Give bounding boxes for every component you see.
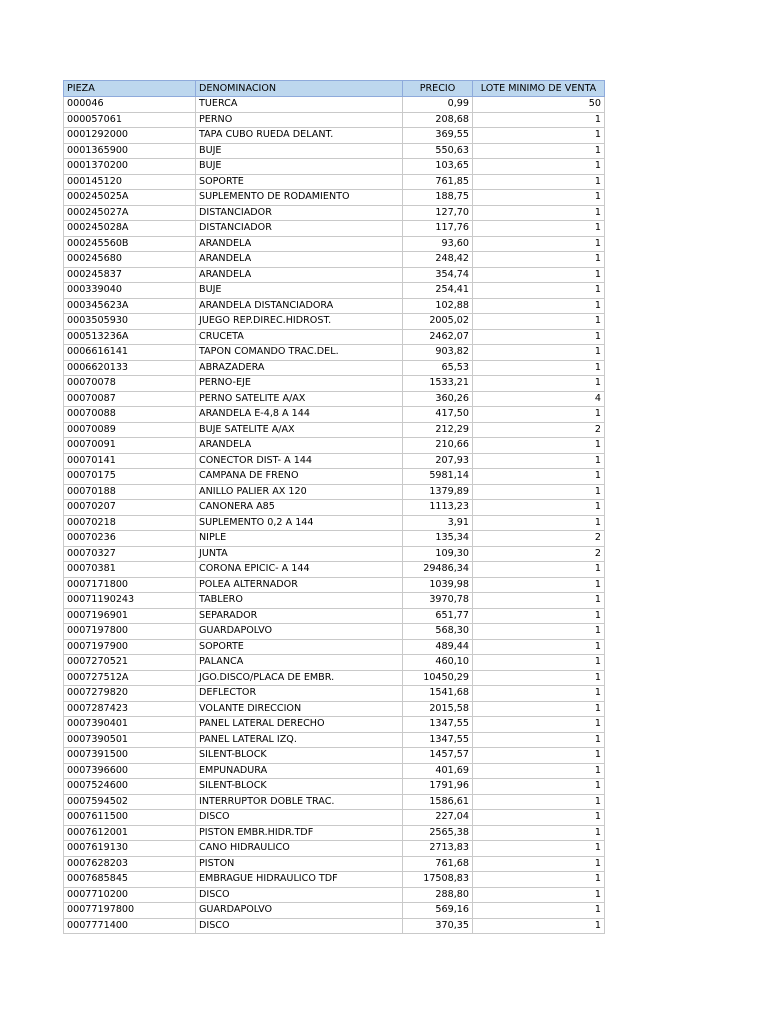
denominacion-cell: DISCO <box>196 918 403 934</box>
precio-cell: 761,68 <box>403 856 473 872</box>
lote-cell: 1 <box>473 469 605 485</box>
lote-cell: 1 <box>473 624 605 640</box>
pieza-cell: 000245025A <box>64 190 196 206</box>
table-row <box>64 670 605 686</box>
pieza-cell: 000245027A <box>64 205 196 221</box>
table-row <box>64 887 605 903</box>
lote-cell: 1 <box>473 608 605 624</box>
table-row <box>64 577 605 593</box>
lote-cell: 1 <box>473 515 605 531</box>
precio-cell: 1791,96 <box>403 779 473 795</box>
lote-cell: 1 <box>473 655 605 671</box>
pieza-cell: 0001370200 <box>64 159 196 175</box>
precio-cell: 1039,98 <box>403 577 473 593</box>
pieza-cell: 00070381 <box>64 562 196 578</box>
header-denominacion: DENOMINACION <box>196 81 403 97</box>
precio-cell: 207,93 <box>403 453 473 469</box>
precio-cell: 2015,58 <box>403 701 473 717</box>
denominacion-cell: CONECTOR DIST- A 144 <box>196 453 403 469</box>
denominacion-cell: DEFLECTOR <box>196 686 403 702</box>
precio-cell: 1457,57 <box>403 748 473 764</box>
lote-cell: 1 <box>473 453 605 469</box>
precio-cell: 288,80 <box>403 887 473 903</box>
precio-cell: 103,65 <box>403 159 473 175</box>
lote-cell: 1 <box>473 143 605 159</box>
table-row <box>64 97 605 113</box>
denominacion-cell: SUPLEMENTO 0,2 A 144 <box>196 515 403 531</box>
precio-cell: 3970,78 <box>403 593 473 609</box>
pieza-cell: 000245560B <box>64 236 196 252</box>
pieza-cell: 0007685845 <box>64 872 196 888</box>
lote-cell: 1 <box>473 314 605 330</box>
table-row <box>64 174 605 190</box>
lote-cell: 1 <box>473 252 605 268</box>
precio-cell: 1379,89 <box>403 484 473 500</box>
denominacion-cell: PERNO-EJE <box>196 376 403 392</box>
precio-cell: 489,44 <box>403 639 473 655</box>
table-row <box>64 794 605 810</box>
lote-cell: 1 <box>473 903 605 919</box>
table-row <box>64 298 605 314</box>
precio-cell: 2462,07 <box>403 329 473 345</box>
precio-cell: 127,70 <box>403 205 473 221</box>
lote-cell: 1 <box>473 794 605 810</box>
denominacion-cell: TAPA CUBO RUEDA DELANT. <box>196 128 403 144</box>
table-row <box>64 236 605 252</box>
precio-cell: 0,99 <box>403 97 473 113</box>
pieza-cell: 0007396600 <box>64 763 196 779</box>
pieza-cell: 0007594502 <box>64 794 196 810</box>
denominacion-cell: SILENT-BLOCK <box>196 748 403 764</box>
pieza-cell: 00077197800 <box>64 903 196 919</box>
table-row <box>64 128 605 144</box>
lote-cell: 1 <box>473 686 605 702</box>
denominacion-cell: EMBRAGUE HIDRAULICO TDF <box>196 872 403 888</box>
denominacion-cell: DISTANCIADOR <box>196 221 403 237</box>
lote-cell: 1 <box>473 593 605 609</box>
denominacion-cell: PERNO SATELITE A/AX <box>196 391 403 407</box>
precio-cell: 3,91 <box>403 515 473 531</box>
table-row <box>64 422 605 438</box>
denominacion-cell: SILENT-BLOCK <box>196 779 403 795</box>
denominacion-cell: DISCO <box>196 887 403 903</box>
precio-cell: 227,04 <box>403 810 473 826</box>
precio-cell: 248,42 <box>403 252 473 268</box>
table-row <box>64 717 605 733</box>
pieza-cell: 0007390401 <box>64 717 196 733</box>
lote-cell: 1 <box>473 825 605 841</box>
precio-cell: 10450,29 <box>403 670 473 686</box>
lote-cell: 2 <box>473 531 605 547</box>
denominacion-cell: PALANCA <box>196 655 403 671</box>
pieza-cell: 0006616141 <box>64 345 196 361</box>
precio-cell: 1541,68 <box>403 686 473 702</box>
pieza-cell: 0007611500 <box>64 810 196 826</box>
denominacion-cell: JGO.DISCO/PLACA DE EMBR. <box>196 670 403 686</box>
table-row <box>64 856 605 872</box>
lote-cell: 1 <box>473 190 605 206</box>
denominacion-cell: DISCO <box>196 810 403 826</box>
denominacion-cell: GUARDAPOLVO <box>196 624 403 640</box>
denominacion-cell: POLEA ALTERNADOR <box>196 577 403 593</box>
denominacion-cell: JUNTA <box>196 546 403 562</box>
table-row <box>64 438 605 454</box>
denominacion-cell: ARANDELA <box>196 252 403 268</box>
denominacion-cell: PANEL LATERAL IZQ. <box>196 732 403 748</box>
lote-cell: 1 <box>473 267 605 283</box>
lote-cell: 1 <box>473 779 605 795</box>
denominacion-cell: ANILLO PALIER AX 120 <box>196 484 403 500</box>
pieza-cell: 0007619130 <box>64 841 196 857</box>
table-row <box>64 190 605 206</box>
denominacion-cell: GUARDAPOLVO <box>196 903 403 919</box>
pieza-cell: 000339040 <box>64 283 196 299</box>
denominacion-cell: CRUCETA <box>196 329 403 345</box>
table-row <box>64 918 605 934</box>
pieza-cell: 00070091 <box>64 438 196 454</box>
precio-cell: 17508,83 <box>403 872 473 888</box>
pieza-cell: 0007270521 <box>64 655 196 671</box>
table-row <box>64 562 605 578</box>
lote-cell: 1 <box>473 407 605 423</box>
precio-cell: 568,30 <box>403 624 473 640</box>
table-row <box>64 825 605 841</box>
lote-cell: 1 <box>473 112 605 128</box>
table-header <box>64 81 605 97</box>
pieza-cell: 0007196901 <box>64 608 196 624</box>
denominacion-cell: SOPORTE <box>196 639 403 655</box>
denominacion-cell: SOPORTE <box>196 174 403 190</box>
precio-cell: 1533,21 <box>403 376 473 392</box>
table-row <box>64 593 605 609</box>
pieza-cell: 0007287423 <box>64 701 196 717</box>
denominacion-cell: PANEL LATERAL DERECHO <box>196 717 403 733</box>
pieza-cell: 0007524600 <box>64 779 196 795</box>
lote-cell: 1 <box>473 236 605 252</box>
lote-cell: 4 <box>473 391 605 407</box>
header-precio: PRECIO <box>403 81 473 97</box>
table-row <box>64 221 605 237</box>
lote-cell: 1 <box>473 670 605 686</box>
precio-cell: 460,10 <box>403 655 473 671</box>
lote-cell: 1 <box>473 484 605 500</box>
lote-cell: 1 <box>473 887 605 903</box>
table-row <box>64 655 605 671</box>
lote-cell: 1 <box>473 128 605 144</box>
table-row <box>64 329 605 345</box>
pieza-cell: 000245028A <box>64 221 196 237</box>
lote-cell: 1 <box>473 810 605 826</box>
lote-cell: 1 <box>473 918 605 934</box>
pieza-cell: 0006620133 <box>64 360 196 376</box>
table-row <box>64 872 605 888</box>
precio-cell: 903,82 <box>403 345 473 361</box>
table-row <box>64 376 605 392</box>
denominacion-cell: PISTON <box>196 856 403 872</box>
pieza-cell: 00070087 <box>64 391 196 407</box>
denominacion-cell: TAPON COMANDO TRAC.DEL. <box>196 345 403 361</box>
pieza-cell: 000513236A <box>64 329 196 345</box>
denominacion-cell: BUJE SATELITE A/AX <box>196 422 403 438</box>
pieza-cell: 00070175 <box>64 469 196 485</box>
lote-cell: 1 <box>473 329 605 345</box>
table-row <box>64 159 605 175</box>
denominacion-cell: BUJE <box>196 143 403 159</box>
lote-cell: 1 <box>473 841 605 857</box>
precio-cell: 2005,02 <box>403 314 473 330</box>
table-row <box>64 686 605 702</box>
table-row <box>64 841 605 857</box>
table-row <box>64 252 605 268</box>
lote-cell: 2 <box>473 546 605 562</box>
table-row <box>64 639 605 655</box>
table-row <box>64 624 605 640</box>
lote-cell: 1 <box>473 717 605 733</box>
pieza-cell: 000727512A <box>64 670 196 686</box>
precio-cell: 2565,38 <box>403 825 473 841</box>
denominacion-cell: PISTON EMBR.HIDR.TDF <box>196 825 403 841</box>
pieza-cell: 0007612001 <box>64 825 196 841</box>
precio-cell: 1347,55 <box>403 732 473 748</box>
denominacion-cell: VOLANTE DIRECCION <box>196 701 403 717</box>
lote-cell: 2 <box>473 422 605 438</box>
table-row <box>64 608 605 624</box>
denominacion-cell: ARANDELA DISTANCIADORA <box>196 298 403 314</box>
denominacion-cell: ARANDELA <box>196 438 403 454</box>
denominacion-cell: BUJE <box>196 159 403 175</box>
pieza-cell: 000345623A <box>64 298 196 314</box>
denominacion-cell: ABRAZADERA <box>196 360 403 376</box>
table-row <box>64 143 605 159</box>
lote-cell: 1 <box>473 577 605 593</box>
pieza-cell: 00070089 <box>64 422 196 438</box>
lote-cell: 1 <box>473 159 605 175</box>
precio-cell: 569,16 <box>403 903 473 919</box>
denominacion-cell: DISTANCIADOR <box>196 205 403 221</box>
lote-cell: 1 <box>473 345 605 361</box>
pieza-cell: 0007391500 <box>64 748 196 764</box>
lote-cell: 1 <box>473 732 605 748</box>
price-list-table <box>63 80 605 934</box>
pieza-cell: 0007279820 <box>64 686 196 702</box>
table-row <box>64 314 605 330</box>
pieza-cell: 00070207 <box>64 500 196 516</box>
pieza-cell: 0007197900 <box>64 639 196 655</box>
table-row <box>64 267 605 283</box>
table-row <box>64 732 605 748</box>
precio-cell: 2713,83 <box>403 841 473 857</box>
precio-cell: 102,88 <box>403 298 473 314</box>
denominacion-cell: TUERCA <box>196 97 403 113</box>
pieza-cell: 0007628203 <box>64 856 196 872</box>
lote-cell: 1 <box>473 500 605 516</box>
precio-cell: 360,26 <box>403 391 473 407</box>
table-row <box>64 701 605 717</box>
table-row <box>64 484 605 500</box>
lote-cell: 1 <box>473 438 605 454</box>
pieza-cell: 00071190243 <box>64 593 196 609</box>
denominacion-cell: BUJE <box>196 283 403 299</box>
pieza-cell: 00070188 <box>64 484 196 500</box>
pieza-cell: 00070236 <box>64 531 196 547</box>
table-row <box>64 469 605 485</box>
precio-cell: 208,68 <box>403 112 473 128</box>
precio-cell: 109,30 <box>403 546 473 562</box>
table-body <box>64 97 605 934</box>
table-row <box>64 810 605 826</box>
precio-cell: 651,77 <box>403 608 473 624</box>
pieza-cell: 000046 <box>64 97 196 113</box>
lote-cell: 1 <box>473 701 605 717</box>
table-row <box>64 205 605 221</box>
denominacion-cell: CAMPANA DE FRENO <box>196 469 403 485</box>
precio-cell: 188,75 <box>403 190 473 206</box>
lote-cell: 1 <box>473 205 605 221</box>
table-row <box>64 748 605 764</box>
lote-cell: 1 <box>473 298 605 314</box>
denominacion-cell: ARANDELA <box>196 267 403 283</box>
header-lote-minimo: LOTE MINIMO DE VENTA <box>473 81 605 97</box>
table-row <box>64 903 605 919</box>
lote-cell: 1 <box>473 283 605 299</box>
pieza-cell: 000245680 <box>64 252 196 268</box>
precio-cell: 1586,61 <box>403 794 473 810</box>
precio-cell: 29486,34 <box>403 562 473 578</box>
table-row <box>64 112 605 128</box>
pieza-cell: 0007171800 <box>64 577 196 593</box>
pieza-cell: 00070141 <box>64 453 196 469</box>
precio-cell: 354,74 <box>403 267 473 283</box>
table-row <box>64 283 605 299</box>
precio-cell: 254,41 <box>403 283 473 299</box>
pieza-cell: 0003505930 <box>64 314 196 330</box>
lote-cell: 1 <box>473 639 605 655</box>
pieza-cell: 00070218 <box>64 515 196 531</box>
precio-cell: 550,63 <box>403 143 473 159</box>
pieza-cell: 0007390501 <box>64 732 196 748</box>
table-row <box>64 345 605 361</box>
precio-cell: 212,29 <box>403 422 473 438</box>
pieza-cell: 0007771400 <box>64 918 196 934</box>
table-row <box>64 515 605 531</box>
pieza-cell: 000145120 <box>64 174 196 190</box>
table-row <box>64 391 605 407</box>
pieza-cell: 0001365900 <box>64 143 196 159</box>
table-row <box>64 763 605 779</box>
pieza-cell: 0007710200 <box>64 887 196 903</box>
denominacion-cell: INTERRUPTOR DOBLE TRAC. <box>196 794 403 810</box>
table-row <box>64 500 605 516</box>
lote-cell: 1 <box>473 872 605 888</box>
table-row <box>64 453 605 469</box>
precio-cell: 401,69 <box>403 763 473 779</box>
denominacion-cell: SUPLEMENTO DE RODAMIENTO <box>196 190 403 206</box>
denominacion-cell: ARANDELA E-4,8 A 144 <box>196 407 403 423</box>
denominacion-cell: CANO HIDRAULICO <box>196 841 403 857</box>
lote-cell: 1 <box>473 562 605 578</box>
pieza-cell: 00070088 <box>64 407 196 423</box>
pieza-cell: 000245837 <box>64 267 196 283</box>
denominacion-cell: CANONERA A85 <box>196 500 403 516</box>
table-row <box>64 360 605 376</box>
lote-cell: 1 <box>473 174 605 190</box>
precio-cell: 761,85 <box>403 174 473 190</box>
header-row <box>64 81 605 97</box>
table-row <box>64 546 605 562</box>
lote-cell: 1 <box>473 221 605 237</box>
denominacion-cell: JUEGO REP.DIREC.HIDROST. <box>196 314 403 330</box>
pieza-cell: 0001292000 <box>64 128 196 144</box>
precio-cell: 369,55 <box>403 128 473 144</box>
lote-cell: 50 <box>473 97 605 113</box>
lote-cell: 1 <box>473 376 605 392</box>
denominacion-cell: CORONA EPICIC- A 144 <box>196 562 403 578</box>
lote-cell: 1 <box>473 763 605 779</box>
pieza-cell: 000057061 <box>64 112 196 128</box>
precio-cell: 1113,23 <box>403 500 473 516</box>
lote-cell: 1 <box>473 856 605 872</box>
precio-cell: 5981,14 <box>403 469 473 485</box>
lote-cell: 1 <box>473 748 605 764</box>
precio-cell: 417,50 <box>403 407 473 423</box>
precio-cell: 117,76 <box>403 221 473 237</box>
precio-cell: 370,35 <box>403 918 473 934</box>
denominacion-cell: ARANDELA <box>196 236 403 252</box>
pieza-cell: 0007197800 <box>64 624 196 640</box>
denominacion-cell: EMPUNADURA <box>196 763 403 779</box>
pieza-cell: 00070327 <box>64 546 196 562</box>
denominacion-cell: SEPARADOR <box>196 608 403 624</box>
precio-cell: 135,34 <box>403 531 473 547</box>
precio-cell: 93,60 <box>403 236 473 252</box>
lote-cell: 1 <box>473 360 605 376</box>
denominacion-cell: NIPLE <box>196 531 403 547</box>
precio-cell: 210,66 <box>403 438 473 454</box>
pieza-cell: 00070078 <box>64 376 196 392</box>
denominacion-cell: PERNO <box>196 112 403 128</box>
precio-cell: 1347,55 <box>403 717 473 733</box>
precio-cell: 65,53 <box>403 360 473 376</box>
table-row <box>64 407 605 423</box>
table-row <box>64 531 605 547</box>
table-row <box>64 779 605 795</box>
header-pieza: PIEZA <box>64 81 196 97</box>
denominacion-cell: TABLERO <box>196 593 403 609</box>
